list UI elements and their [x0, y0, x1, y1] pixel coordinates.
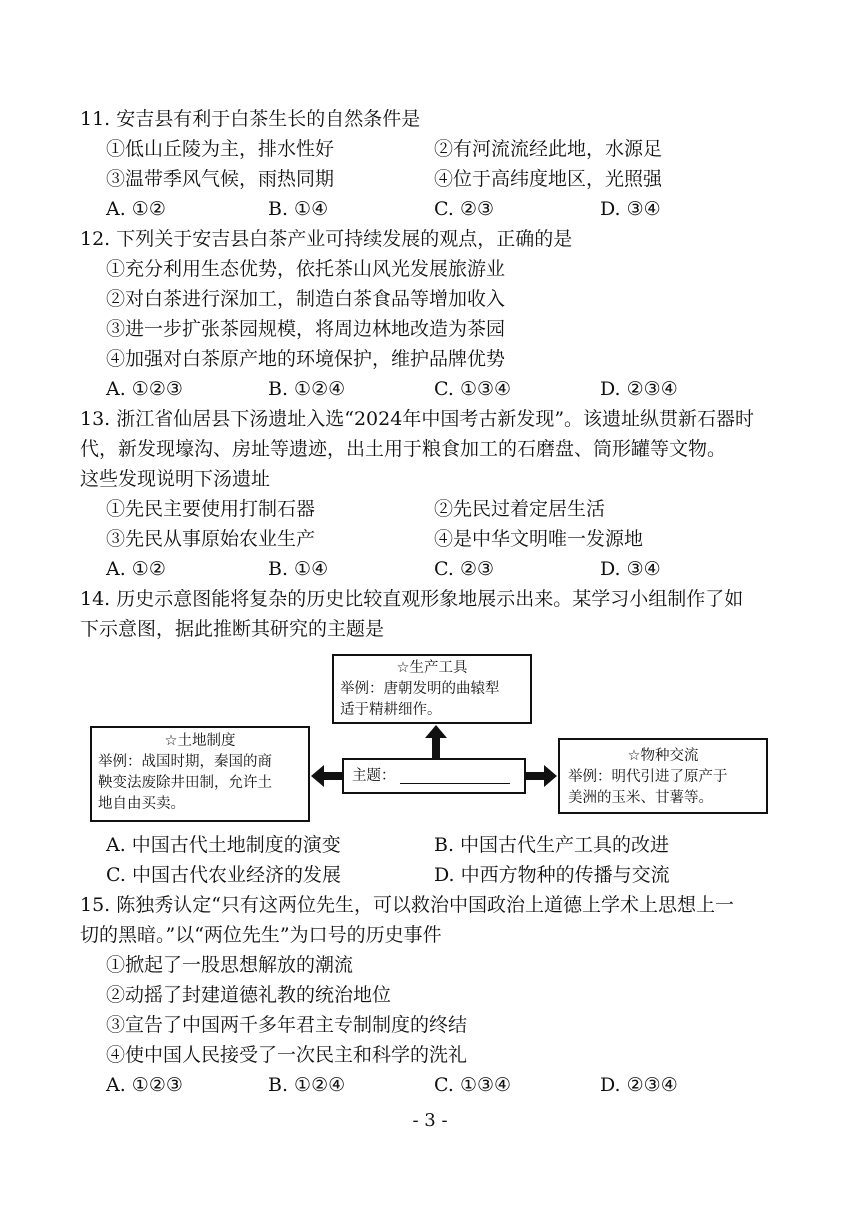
q15-item-2: ②动摇了封建道德礼教的统治地位 — [106, 984, 392, 1006]
diagram-box-title: ☆土地制度 — [164, 733, 236, 749]
q14-option-a: A. 中国古代土地制度的演变 — [106, 834, 341, 856]
q13-item-1: ①先民主要使用打制石器 — [106, 498, 316, 520]
q15-item-3: ③宣告了中国两千多年君主专制制度的终结 — [106, 1014, 468, 1036]
diagram-box-line: 地自由买卖。 — [98, 796, 185, 812]
q12-item-2: ②对白茶进行深加工，制造白茶食品等增加收入 — [106, 288, 506, 310]
q12-option-b: B. ①②④ — [268, 378, 346, 400]
q12-option-c: C. ①③④ — [434, 378, 512, 400]
q14-stem-line-2: 下示意图，据此推断其研究的主题是 — [80, 618, 385, 640]
diagram-box-title: ☆生产工具 — [396, 660, 468, 676]
q13-stem-line-2: 代，新发现壕沟、房址等遗迹，出土用于粮食加工的石磨盘、筒形罐等文物。 — [80, 438, 727, 460]
diagram-box-production-tools — [332, 654, 532, 724]
q15-stem-line-1: 15. 陈独秀认定“只有这两位先生，可以救治中国政治上道德上学术上思想上一 — [80, 894, 734, 916]
diagram-box-line: 鞅变法废除井田制，允许土 — [98, 775, 272, 791]
q12-option-a: A. ①②③ — [106, 378, 183, 400]
page-number: - 3 - — [412, 1110, 448, 1131]
q15-option-b: B. ①②④ — [268, 1074, 346, 1096]
q13-option-a: A. ①② — [106, 558, 166, 580]
q11-option-c: C. ②③ — [434, 198, 495, 220]
diagram-box-title: ☆物种交流 — [627, 748, 699, 764]
diagram-box-line: 举例：唐朝发明的曲辕犁 — [340, 681, 500, 697]
q13-stem-line-1: 13. 浙江省仙居县下汤遗址入选“2024年中国考古新发现”。该遗址纵贯新石器时 — [80, 408, 755, 430]
diagram-box-line: 适于精耕细作。 — [340, 702, 442, 718]
arrow-up-icon — [425, 725, 447, 758]
q12-item-1: ①充分利用生态优势，依托茶山风光发展旅游业 — [106, 258, 506, 280]
diagram-box-land-system — [90, 726, 310, 822]
q13-stem-line-3: 这些发现说明下汤遗址 — [80, 468, 271, 490]
q13-item-3: ③先民从事原始农业生产 — [106, 528, 316, 550]
q14-option-c: C. 中国古代农业经济的发展 — [106, 864, 341, 886]
q15-stem-line-2: 切的黑暗。”以“两位先生”为口号的历史事件 — [80, 924, 442, 946]
q14-stem-line-1: 14. 历史示意图能将复杂的历史比较直观形象地展示出来。某学习小组制作了如 — [80, 588, 744, 610]
q12-stem: 12. 下列关于安吉县白茶产业可持续发展的观点，正确的是 — [80, 228, 573, 250]
q11-item-3: ③温带季风气候，雨热同期 — [106, 168, 335, 190]
q15-option-c: C. ①③④ — [434, 1074, 512, 1096]
q15-option-d: D. ②③④ — [600, 1074, 678, 1096]
q13-option-d: D. ③④ — [600, 558, 661, 580]
q11-option-a: A. ①② — [106, 198, 166, 220]
diagram-box-line: 美洲的玉米、甘薯等。 — [568, 790, 713, 806]
q13-option-c: C. ②③ — [434, 558, 495, 580]
q13-option-b: B. ①④ — [268, 558, 329, 580]
q15-option-a: A. ①②③ — [106, 1074, 183, 1096]
q15-item-1: ①掀起了一股思想解放的潮流 — [106, 954, 354, 976]
arrow-left-icon — [311, 765, 342, 787]
q15-item-4: ④使中国人民接受了一次民主和科学的洗礼 — [106, 1044, 468, 1066]
q13-item-4: ④是中华文明唯一发源地 — [434, 528, 644, 550]
q14-option-b: B. 中国古代生产工具的改进 — [434, 834, 670, 856]
q11-item-1: ①低山丘陵为主，排水性好 — [106, 138, 335, 160]
diagram-theme-blank — [400, 769, 510, 784]
diagram-box-line: 举例：战国时期，秦国的商 — [98, 754, 272, 770]
q11-option-b: B. ①④ — [268, 198, 329, 220]
arrow-right-icon — [526, 765, 557, 787]
diagram-box-species-exchange — [558, 738, 768, 814]
q11-option-d: D. ③④ — [600, 198, 661, 220]
diagram-box-theme — [342, 758, 526, 794]
diagram-theme-label: 主题： — [352, 768, 396, 784]
q13-item-2: ②先民过着定居生活 — [434, 498, 606, 520]
q12-item-4: ④加强对白茶原产地的环境保护，维护品牌优势 — [106, 348, 506, 370]
q12-option-d: D. ②③④ — [600, 378, 678, 400]
q11-stem: 11. 安吉县有利于白茶生长的自然条件是 — [80, 108, 421, 130]
q11-item-4: ④位于高纬度地区，光照强 — [434, 168, 663, 190]
q14-option-d: D. 中西方物种的传播与交流 — [434, 864, 670, 886]
q12-item-3: ③进一步扩张茶园规模，将周边林地改造为茶园 — [106, 318, 506, 340]
q11-item-2: ②有河流流经此地，水源足 — [434, 138, 663, 160]
diagram-box-line: 举例：明代引进了原产于 — [568, 769, 728, 785]
